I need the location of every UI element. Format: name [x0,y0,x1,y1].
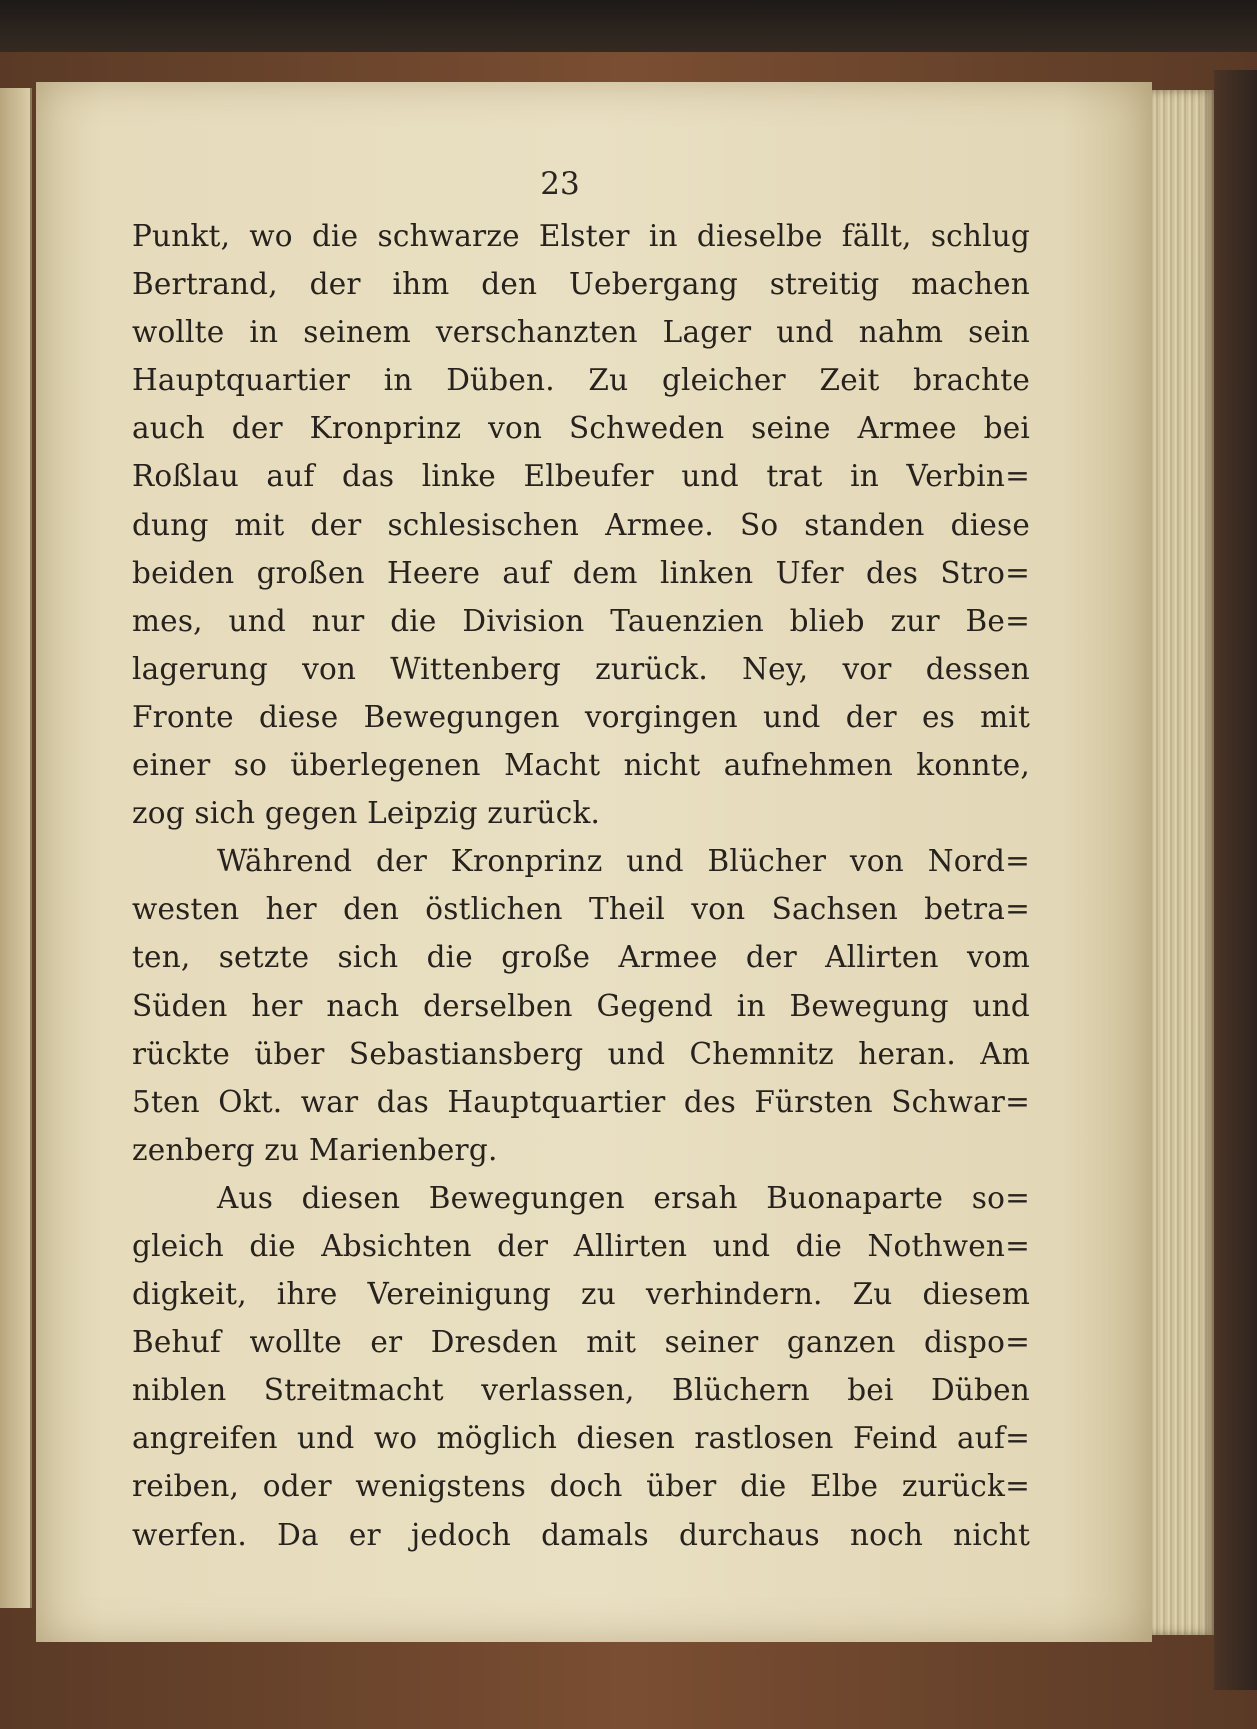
text-line: auch der Kronprinz von Schweden seine Armee bei [132,411,1030,446]
paragraph-start-line: Aus diesen Bewegungen ersah Buonaparte so= [217,1180,1030,1215]
text-line: einer so überlegenen Macht nicht aufnehmen konnte, [132,748,1030,783]
text-line: lagerung von Wittenberg zurück. Ney, vor dessen [132,651,1030,686]
text-line: Roßlau auf das linke Elbeufer und trat in Verbin= [132,459,1030,494]
text-line: rückte über Sebastiansberg und Chemnitz heran. Am [132,1036,1030,1071]
text-line: werfen. Da er jedoch damals durchaus noch nicht [132,1517,1030,1552]
text-line: Süden her nach derselben Gegend in Bewegung und [132,988,1030,1023]
text-line: reiben, oder wenigstens doch über die Elbe zurück= [132,1469,1030,1504]
text-line: Fronte diese Bewegungen vorgingen und der es mit [132,699,1030,734]
text-line: 5ten Okt. war das Hauptquartier des Fürsten Schwar= [132,1084,1030,1119]
text-line: ten, setzte sich die große Armee der Allirten vom [132,940,1030,975]
book-spine [1214,70,1257,1690]
text-line: mes, und nur die Division Tauenzien blieb zur Be= [132,603,1030,638]
text-line: Hauptquartier in Düben. Zu gleicher Zeit brachte [132,363,1030,398]
text-line: gleich die Absichten der Allirten und die Nothwen= [132,1228,1030,1263]
text-line: Behuf wollte er Dresden mit seiner ganzen dispo= [132,1325,1030,1360]
text-line: angreifen und wo möglich diesen rastlosen Feind auf= [132,1421,1030,1456]
text-line: Bertrand, der ihm den Uebergang streitig machen [132,267,1030,302]
text-line: wollte in seinem verschanzten Lager und nahm sein [132,315,1030,350]
text-line: beiden großen Heere auf dem linken Ufer des Stro= [132,555,1030,590]
text-line: dung mit der schlesischen Armee. So standen diese [132,507,1030,542]
page-number: 23 [540,166,580,202]
text-line: Punkt, wo die schwarze Elster in dieselbe fällt, schlug [132,219,1030,253]
paragraph-start-line: Während der Kronprinz und Blücher von Nord= [217,844,1030,879]
left-page-edge [0,88,32,1608]
text-line: digkeit, ihre Vereinigung zu verhindern. Zu diesem [132,1277,1030,1312]
paragraph-end-line: zog sich gegen Leipzig zurück. [132,796,601,831]
text-line: niblen Streitmacht verlassen, Blüchern bei Düben [132,1373,1030,1408]
paragraph-end-line: zenberg zu Marienberg. [132,1132,498,1167]
page-text [132,212,1030,1559]
page-stack-edges [1152,90,1214,1635]
text-line: westen her den östlichen Theil von Sachsen betra= [132,892,1030,927]
